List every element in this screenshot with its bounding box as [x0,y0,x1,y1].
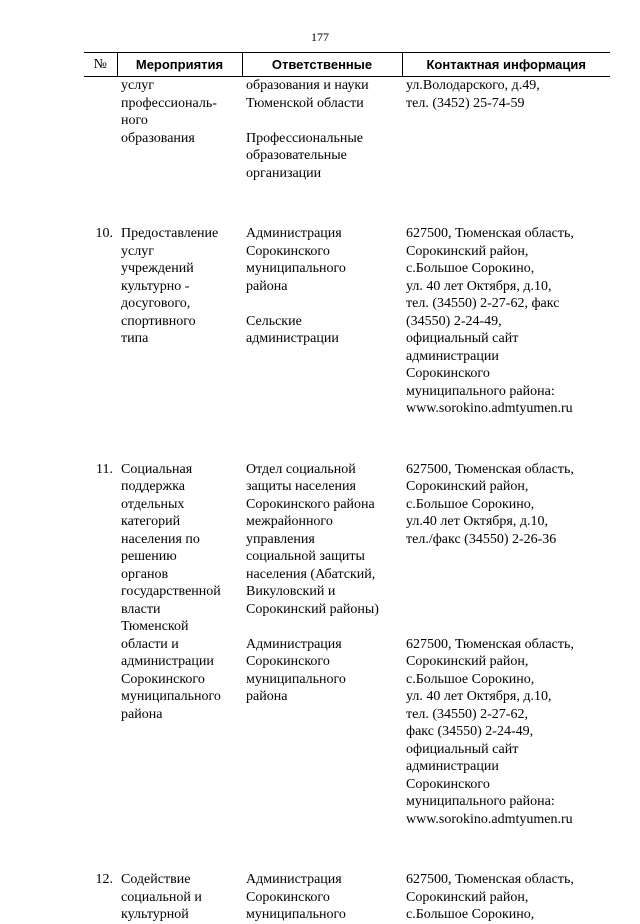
contact-cell [402,866,610,924]
responsible-line: района [246,278,288,294]
responsible-line: образования и науки [246,78,369,93]
activity-line: профессиональ- [121,95,217,111]
contact-line: официальный сайт [406,741,519,757]
responsible-line: муниципального [246,671,346,687]
responsible-line: социальной защиты [246,549,365,564]
activity-cell [117,866,242,924]
activity-line: Тюменской [121,619,189,634]
contact-line: Сорокинского [406,776,490,792]
contact-line: ул.Володарского, д.49, [406,78,540,93]
responsible-line: администрации [246,331,339,346]
activity-line: типа [121,331,149,346]
activity-line: района [121,706,163,722]
header-activity: Мероприятия [117,53,242,77]
responsible-line: Тюменской области [246,95,364,111]
contact-line: с.Большое Сорокино, [406,496,535,512]
responsible-line: Администрация [246,872,342,887]
contact-cell [402,220,610,418]
activity-cell [117,220,242,418]
row-number: 10. [95,226,113,241]
row-spacer [84,182,610,220]
contact-line: тел. (3452) 25-74-59 [406,95,525,111]
activity-line: Содействие [121,872,191,887]
row-spacer [84,418,610,456]
header-responsible: Ответственные [242,53,402,77]
page-number: 177 [311,30,329,44]
responsible-line: Администрация [246,226,342,241]
activity-line: власти [121,601,161,617]
responsible-cell [242,77,402,183]
activity-line: решению [121,549,177,564]
contact-cell [402,77,610,183]
activity-line: органов [121,566,169,582]
block-gap [406,583,606,601]
events-table [84,52,610,924]
activity-line: области и [121,636,179,652]
spacer-cell [84,182,610,220]
activity-line: услуг [121,243,154,259]
responsible-line: Сельские [246,313,302,329]
activity-line: культурной [121,907,189,922]
responsible-line: образовательные [246,148,347,163]
contact-line: тел. (34550) 2-27-62, факс [406,296,560,311]
contact-line: администрации [406,348,499,364]
contact-line: Сорокинского [406,366,490,381]
contact-line: тел./факс (34550) 2-26-36 [406,531,557,547]
contact-line: Сорокинский район, [406,243,529,259]
responsible-line: Сорокинского [246,889,330,905]
responsible-line: Сорокинского района [246,496,375,512]
block-gap [406,618,606,636]
table-row [84,866,610,924]
table-body [84,77,610,924]
row-number: 11. [96,461,113,477]
activity-line: досугового, [121,296,191,311]
activity-line: спортивного [121,313,196,329]
responsible-line: Профессиональные [246,130,363,146]
activity-line: категорий [121,514,181,529]
contact-cell [402,456,610,829]
activity-line: культурно - [121,278,190,294]
activity-line: ного [121,113,148,128]
block-gap [246,112,398,130]
block-gap [406,566,606,584]
contact-line: ул.40 лет Октября, д.10, [406,514,548,529]
responsible-line: управления [246,531,315,547]
contact-line: ул. 40 лет Октября, д.10, [406,689,552,704]
spacer-cell [84,418,610,456]
contact-line: ул. 40 лет Октября, д.10, [406,278,552,294]
table-row [84,456,610,829]
responsible-cell [242,866,402,924]
spacer-cell [84,828,610,866]
activity-line: Сорокинского [121,671,205,687]
block-gap [406,601,606,619]
responsible-cell [242,456,402,829]
activity-line: отдельных [121,496,185,512]
activity-cell [117,456,242,829]
responsible-line: муниципального [246,907,346,922]
responsible-line: Администрация [246,636,342,652]
block-gap [246,295,398,313]
contact-line: Сорокинский район, [406,479,529,494]
contact-line: 627500, Тюменская область, [406,461,574,477]
activity-line: государственной [121,584,221,599]
activity-line: муниципального [121,689,221,704]
activity-line: Социальная [121,461,193,477]
contact-line: тел. (34550) 2-27-62, [406,706,528,722]
table-header [84,53,610,77]
contact-line: 627500, Тюменская область, [406,226,574,241]
contact-line: факс (34550) 2-24-49, [406,724,534,739]
responsible-line: Викуловский и [246,584,336,599]
contact-line: Сорокинский район, [406,889,529,905]
table-row [84,220,610,418]
activity-cell [117,77,242,183]
contact-line: администрации [406,759,499,774]
contact-line: официальный сайт [406,331,519,346]
row-number [84,77,117,183]
activity-line: администрации [121,654,214,669]
activity-line: поддержка [121,479,186,494]
responsible-line: населения (Абатский, [246,566,376,582]
contact-line: муниципального района: [406,383,555,399]
responsible-line: защиты населения [246,479,356,494]
block-gap [246,618,398,636]
contact-line: (34550) 2-24-49, [406,313,502,329]
contact-line: 627500, Тюменская область, [406,636,574,652]
activity-line: образования [121,130,195,146]
row-spacer [84,828,610,866]
row-number: 12. [95,872,113,887]
header-contact: Контактная информация [402,53,610,77]
contact-line: Сорокинский район, [406,654,529,669]
contact-line: муниципального района: [406,794,555,809]
contact-line: 627500, Тюменская область, [406,872,574,887]
contact-line: www.sorokino.admtyumen.ru [406,401,573,416]
contact-line: с.Большое Сорокино, [406,261,535,276]
header-number: № [84,53,117,77]
responsible-line: межрайонного [246,514,333,529]
responsible-line: Сорокинского [246,243,330,259]
responsible-line: Сорокинский районы) [246,601,379,617]
table-row [84,77,610,183]
block-gap [406,548,606,566]
responsible-cell [242,220,402,418]
contact-line: с.Большое Сорокино, [406,907,535,922]
activity-line: услуг [121,78,154,93]
activity-line: учреждений [121,261,194,276]
activity-line: социальной и [121,889,202,905]
responsible-line: муниципального [246,261,346,276]
responsible-line: района [246,689,288,704]
responsible-line: Отдел социальной [246,461,356,477]
responsible-line: организации [246,165,322,181]
activity-line: населения по [121,531,200,547]
contact-line: www.sorokino.admtyumen.ru [406,811,573,827]
activity-line: Предоставление [121,226,219,241]
responsible-line: Сорокинского [246,654,330,669]
contact-line: с.Большое Сорокино, [406,671,535,687]
